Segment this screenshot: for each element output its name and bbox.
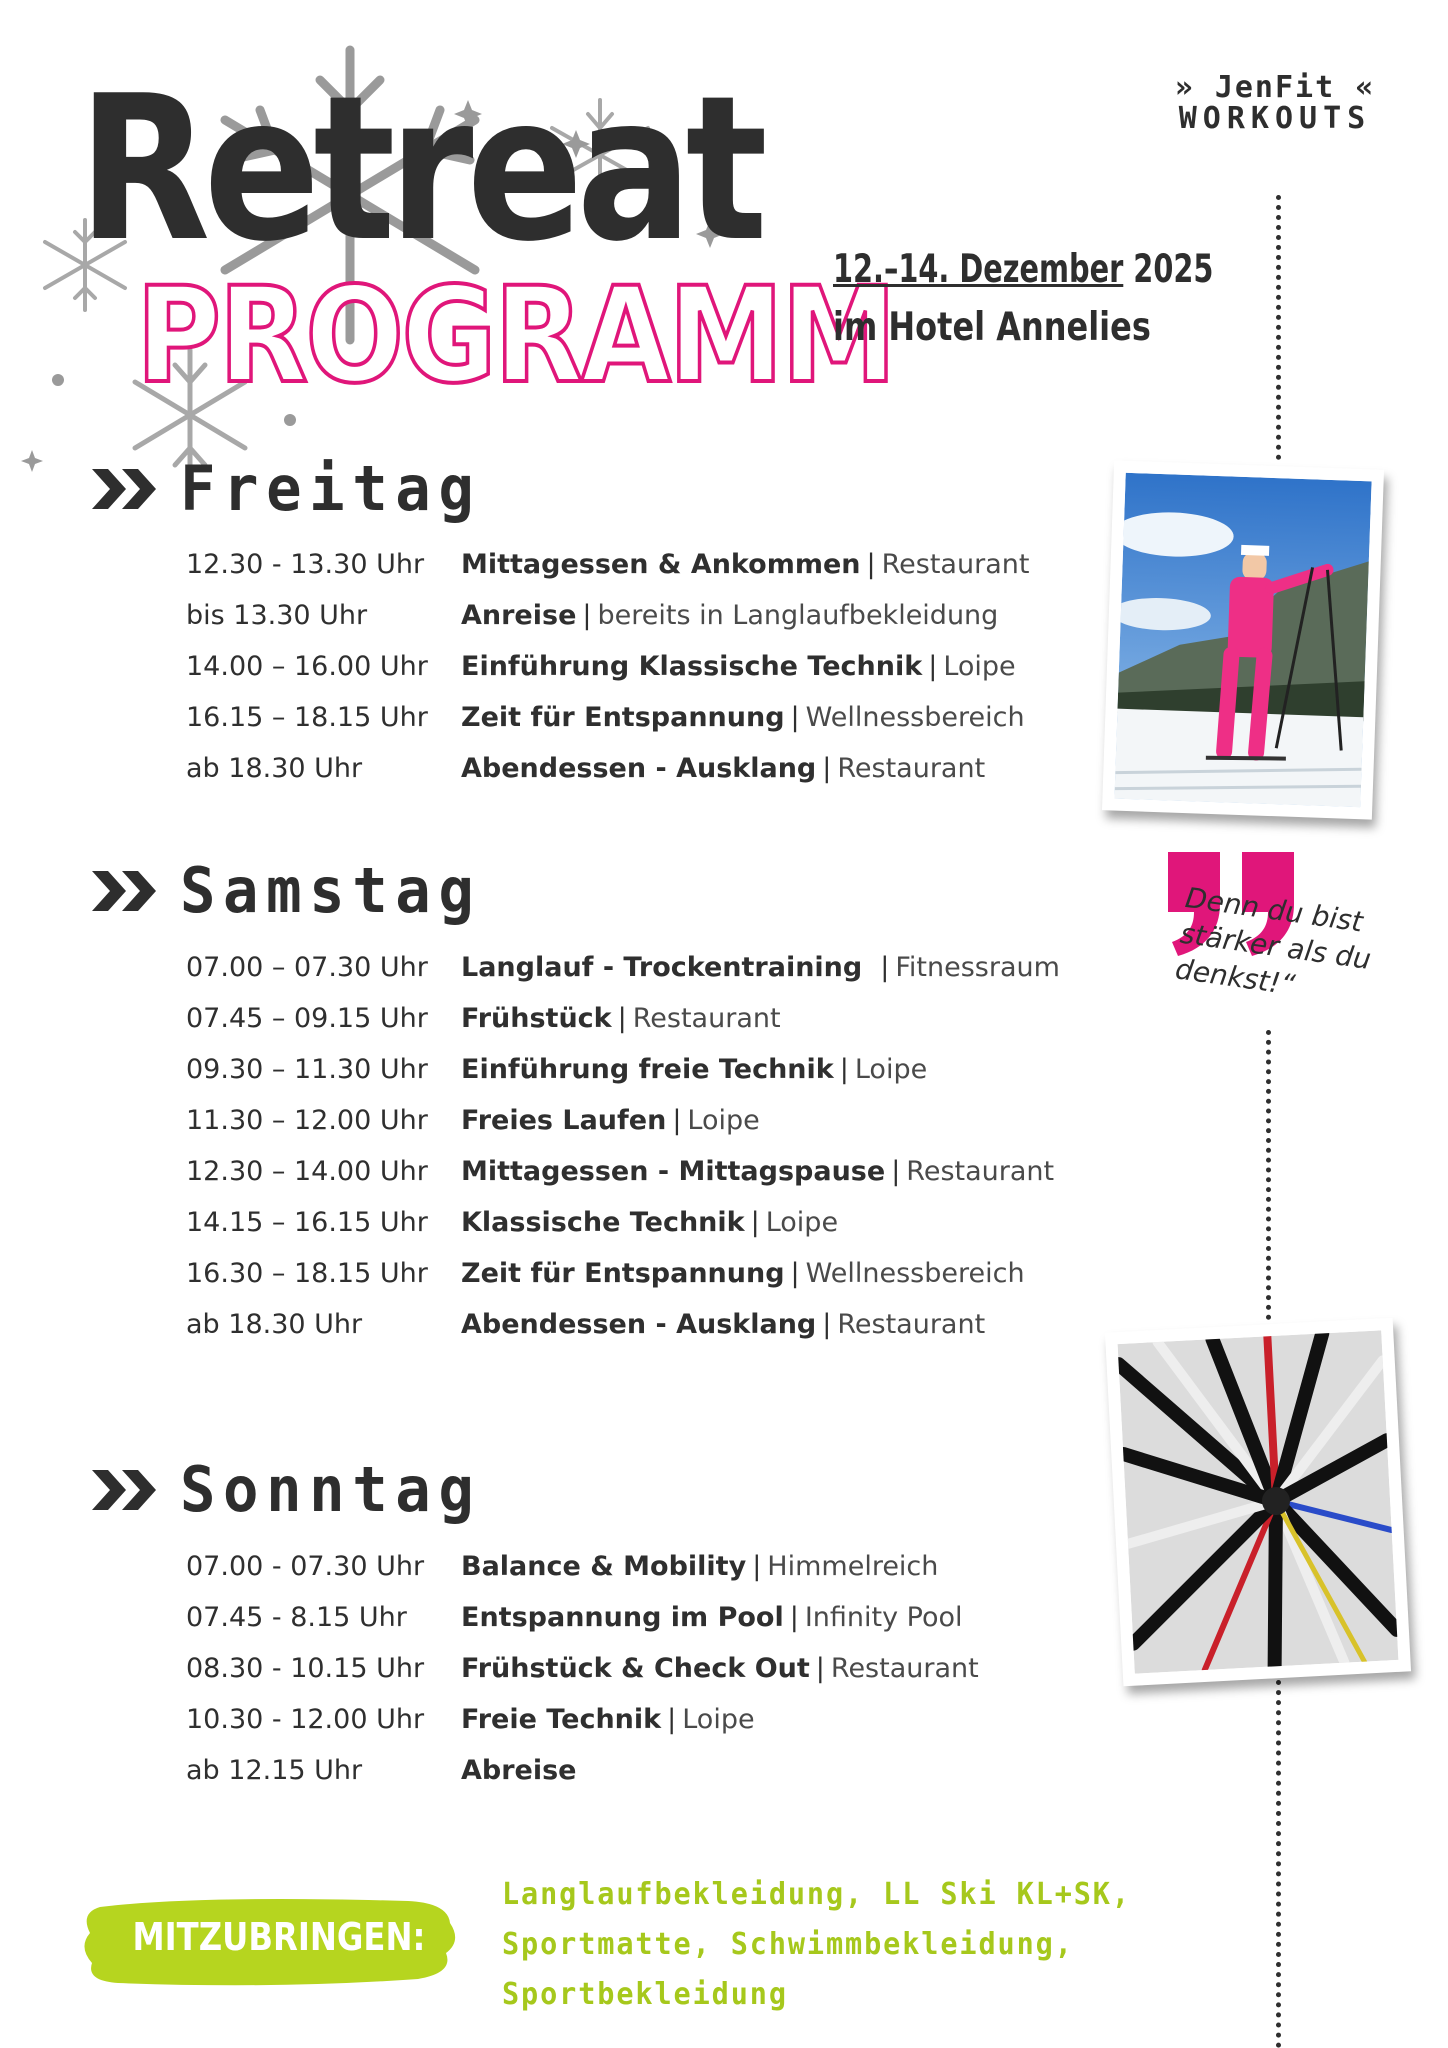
row-separator: | <box>582 600 592 631</box>
row-activity: Langlauf - Trockentraining <box>461 952 863 983</box>
event-year: 2025 <box>1123 247 1214 292</box>
row-location: Himmelreich <box>767 1551 939 1582</box>
ski-tips-photo <box>1105 1318 1411 1687</box>
row-activity: Frühstück <box>461 1003 612 1034</box>
double-chevron-right-icon <box>92 871 160 911</box>
schedule-row <box>186 1694 979 1745</box>
title-retreat: Retreat <box>78 53 761 286</box>
row-time: 12.30 – 14.00 Uhr <box>186 1156 428 1187</box>
schedule-row <box>186 1197 1060 1248</box>
bring-item: Sportmatte, Schwimmbekleidung, <box>502 1927 1074 1962</box>
row-time: ab 18.30 Uhr <box>186 1309 363 1340</box>
row-time: 08.30 - 10.15 Uhr <box>186 1653 425 1684</box>
schedule-row <box>186 1745 979 1796</box>
motivational-quote: Denn du bist stärker als du denkst!“ <box>1173 880 1374 1002</box>
row-time: 16.30 – 18.15 Uhr <box>186 1258 428 1289</box>
row-location: Restaurant <box>881 549 1030 580</box>
row-separator: | <box>928 651 938 682</box>
row-time: bis 13.30 Uhr <box>186 600 368 631</box>
row-separator: | <box>822 753 832 784</box>
day-heading-sonntag <box>92 1453 497 1526</box>
schedule-row <box>186 1044 1060 1095</box>
row-time: 07.45 - 8.15 Uhr <box>186 1602 407 1633</box>
row-separator: | <box>617 1003 627 1034</box>
row-location: Restaurant <box>906 1156 1055 1187</box>
schedule-row <box>186 1146 1060 1197</box>
event-venue: im Hotel Annelies <box>833 305 1151 350</box>
row-time: 14.00 – 16.00 Uhr <box>186 651 428 682</box>
row-separator: | <box>822 1309 832 1340</box>
row-location: Restaurant <box>830 1653 979 1684</box>
row-location: Infinity Pool <box>804 1602 963 1633</box>
row-separator: | <box>789 1602 799 1633</box>
row-activity: Zeit für Entspannung <box>461 1258 785 1289</box>
row-location: Fitnessraum <box>895 952 1060 983</box>
row-location: bereits in Langlaufbekleidung <box>597 600 999 631</box>
schedule-row <box>186 692 1029 743</box>
title-programm: PROGRAMM <box>136 259 895 413</box>
row-activity: Zeit für Entspannung <box>461 702 785 733</box>
row-activity: Einführung freie Technik <box>461 1054 834 1085</box>
schedule-row <box>186 590 1029 641</box>
row-separator: | <box>672 1105 682 1136</box>
row-activity: Abendessen - Ausklang <box>461 753 817 784</box>
row-time: ab 18.30 Uhr <box>186 753 363 784</box>
row-time: 10.30 - 12.00 Uhr <box>186 1704 425 1735</box>
row-separator: | <box>752 1551 762 1582</box>
row-separator: | <box>667 1704 677 1735</box>
bring-label: MITZUBRINGEN: <box>132 1915 426 1959</box>
jenfit-logo <box>1150 70 1400 136</box>
row-time: 12.30 - 13.30 Uhr <box>186 549 425 580</box>
row-activity: Mittagessen - Mittagspause <box>461 1156 886 1187</box>
row-time: 16.15 – 18.15 Uhr <box>186 702 428 733</box>
day-heading-freitag <box>92 452 497 525</box>
row-activity: Abreise <box>461 1755 577 1786</box>
row-time: 09.30 – 11.30 Uhr <box>186 1054 428 1085</box>
row-location: Loipe <box>682 1704 755 1735</box>
schedule-samstag <box>186 942 1060 1350</box>
schedule-row <box>186 1248 1060 1299</box>
schedule-row <box>186 539 1029 590</box>
row-activity: Einführung Klassische Technik <box>461 651 923 682</box>
row-location: Restaurant <box>632 1003 781 1034</box>
schedule-row <box>186 743 1029 794</box>
row-time: 14.15 – 16.15 Uhr <box>186 1207 428 1238</box>
event-date-range: 12.–14. Dezember <box>833 247 1124 292</box>
row-separator: | <box>880 952 890 983</box>
row-time: 07.45 – 09.15 Uhr <box>186 1003 428 1034</box>
schedule-row <box>186 942 1060 993</box>
row-separator: | <box>815 1653 825 1684</box>
event-date <box>833 247 1213 292</box>
schedule-row <box>186 993 1060 1044</box>
row-location: Loipe <box>943 651 1016 682</box>
row-activity: Frühstück & Check Out <box>461 1653 810 1684</box>
schedule-row <box>186 1095 1060 1146</box>
row-activity: Mittagessen & Ankommen <box>461 549 861 580</box>
schedule-row <box>186 641 1029 692</box>
row-separator: | <box>866 549 876 580</box>
row-location: Wellnessbereich <box>805 702 1025 733</box>
double-chevron-right-icon <box>92 469 160 509</box>
row-activity: Klassische Technik <box>461 1207 745 1238</box>
row-separator: | <box>839 1054 849 1085</box>
row-location: Restaurant <box>837 1309 986 1340</box>
dotted-divider <box>1276 1680 1281 2048</box>
day-heading-samstag <box>92 854 497 927</box>
double-chevron-right-icon: » <box>1174 70 1195 105</box>
day-title: Freitag <box>180 452 482 525</box>
double-chevron-right-icon <box>92 1470 160 1510</box>
skier-photo <box>1102 460 1384 819</box>
row-location: Restaurant <box>837 753 986 784</box>
row-time: 07.00 - 07.30 Uhr <box>186 1551 425 1582</box>
logo-line2: WORKOUTS <box>1178 101 1372 136</box>
dotted-divider <box>1276 195 1281 460</box>
schedule-row <box>186 1541 979 1592</box>
row-activity: Anreise <box>461 600 577 631</box>
row-activity: Freies Laufen <box>461 1105 667 1136</box>
schedule-row <box>186 1299 1060 1350</box>
row-separator: | <box>790 702 800 733</box>
day-title: Samstag <box>180 854 482 927</box>
row-activity: Balance & Mobility <box>461 1551 747 1582</box>
row-activity: Freie Technik <box>461 1704 662 1735</box>
bring-list <box>502 1870 1131 2020</box>
row-time: ab 12.15 Uhr <box>186 1755 363 1786</box>
ski-tips-image <box>1118 1330 1399 1673</box>
skier-image <box>1114 473 1371 807</box>
bring-item: Langlaufbekleidung, LL Ski KL+SK, <box>502 1877 1131 1912</box>
dotted-divider <box>1266 1030 1271 1320</box>
logo-line1: JenFit <box>1214 70 1336 105</box>
schedule-row <box>186 1643 979 1694</box>
row-separator: | <box>750 1207 760 1238</box>
row-location: Loipe <box>687 1105 760 1136</box>
row-activity: Entspannung im Pool <box>461 1602 784 1633</box>
row-location: Loipe <box>854 1054 928 1085</box>
schedule-freitag <box>186 539 1029 794</box>
schedule-sonntag <box>186 1541 979 1796</box>
day-title: Sonntag <box>180 1453 482 1526</box>
bring-item: Sportbekleidung <box>502 1977 788 2012</box>
row-location: Loipe <box>765 1207 839 1238</box>
row-location: Wellnessbereich <box>805 1258 1025 1289</box>
row-time: 07.00 – 07.30 Uhr <box>186 952 428 983</box>
row-separator: | <box>790 1258 800 1289</box>
row-activity: Abendessen - Ausklang <box>461 1309 817 1340</box>
row-time: 11.30 – 12.00 Uhr <box>186 1105 428 1136</box>
row-separator: | <box>891 1156 901 1187</box>
schedule-row <box>186 1592 979 1643</box>
double-chevron-left-icon: « <box>1355 70 1376 105</box>
